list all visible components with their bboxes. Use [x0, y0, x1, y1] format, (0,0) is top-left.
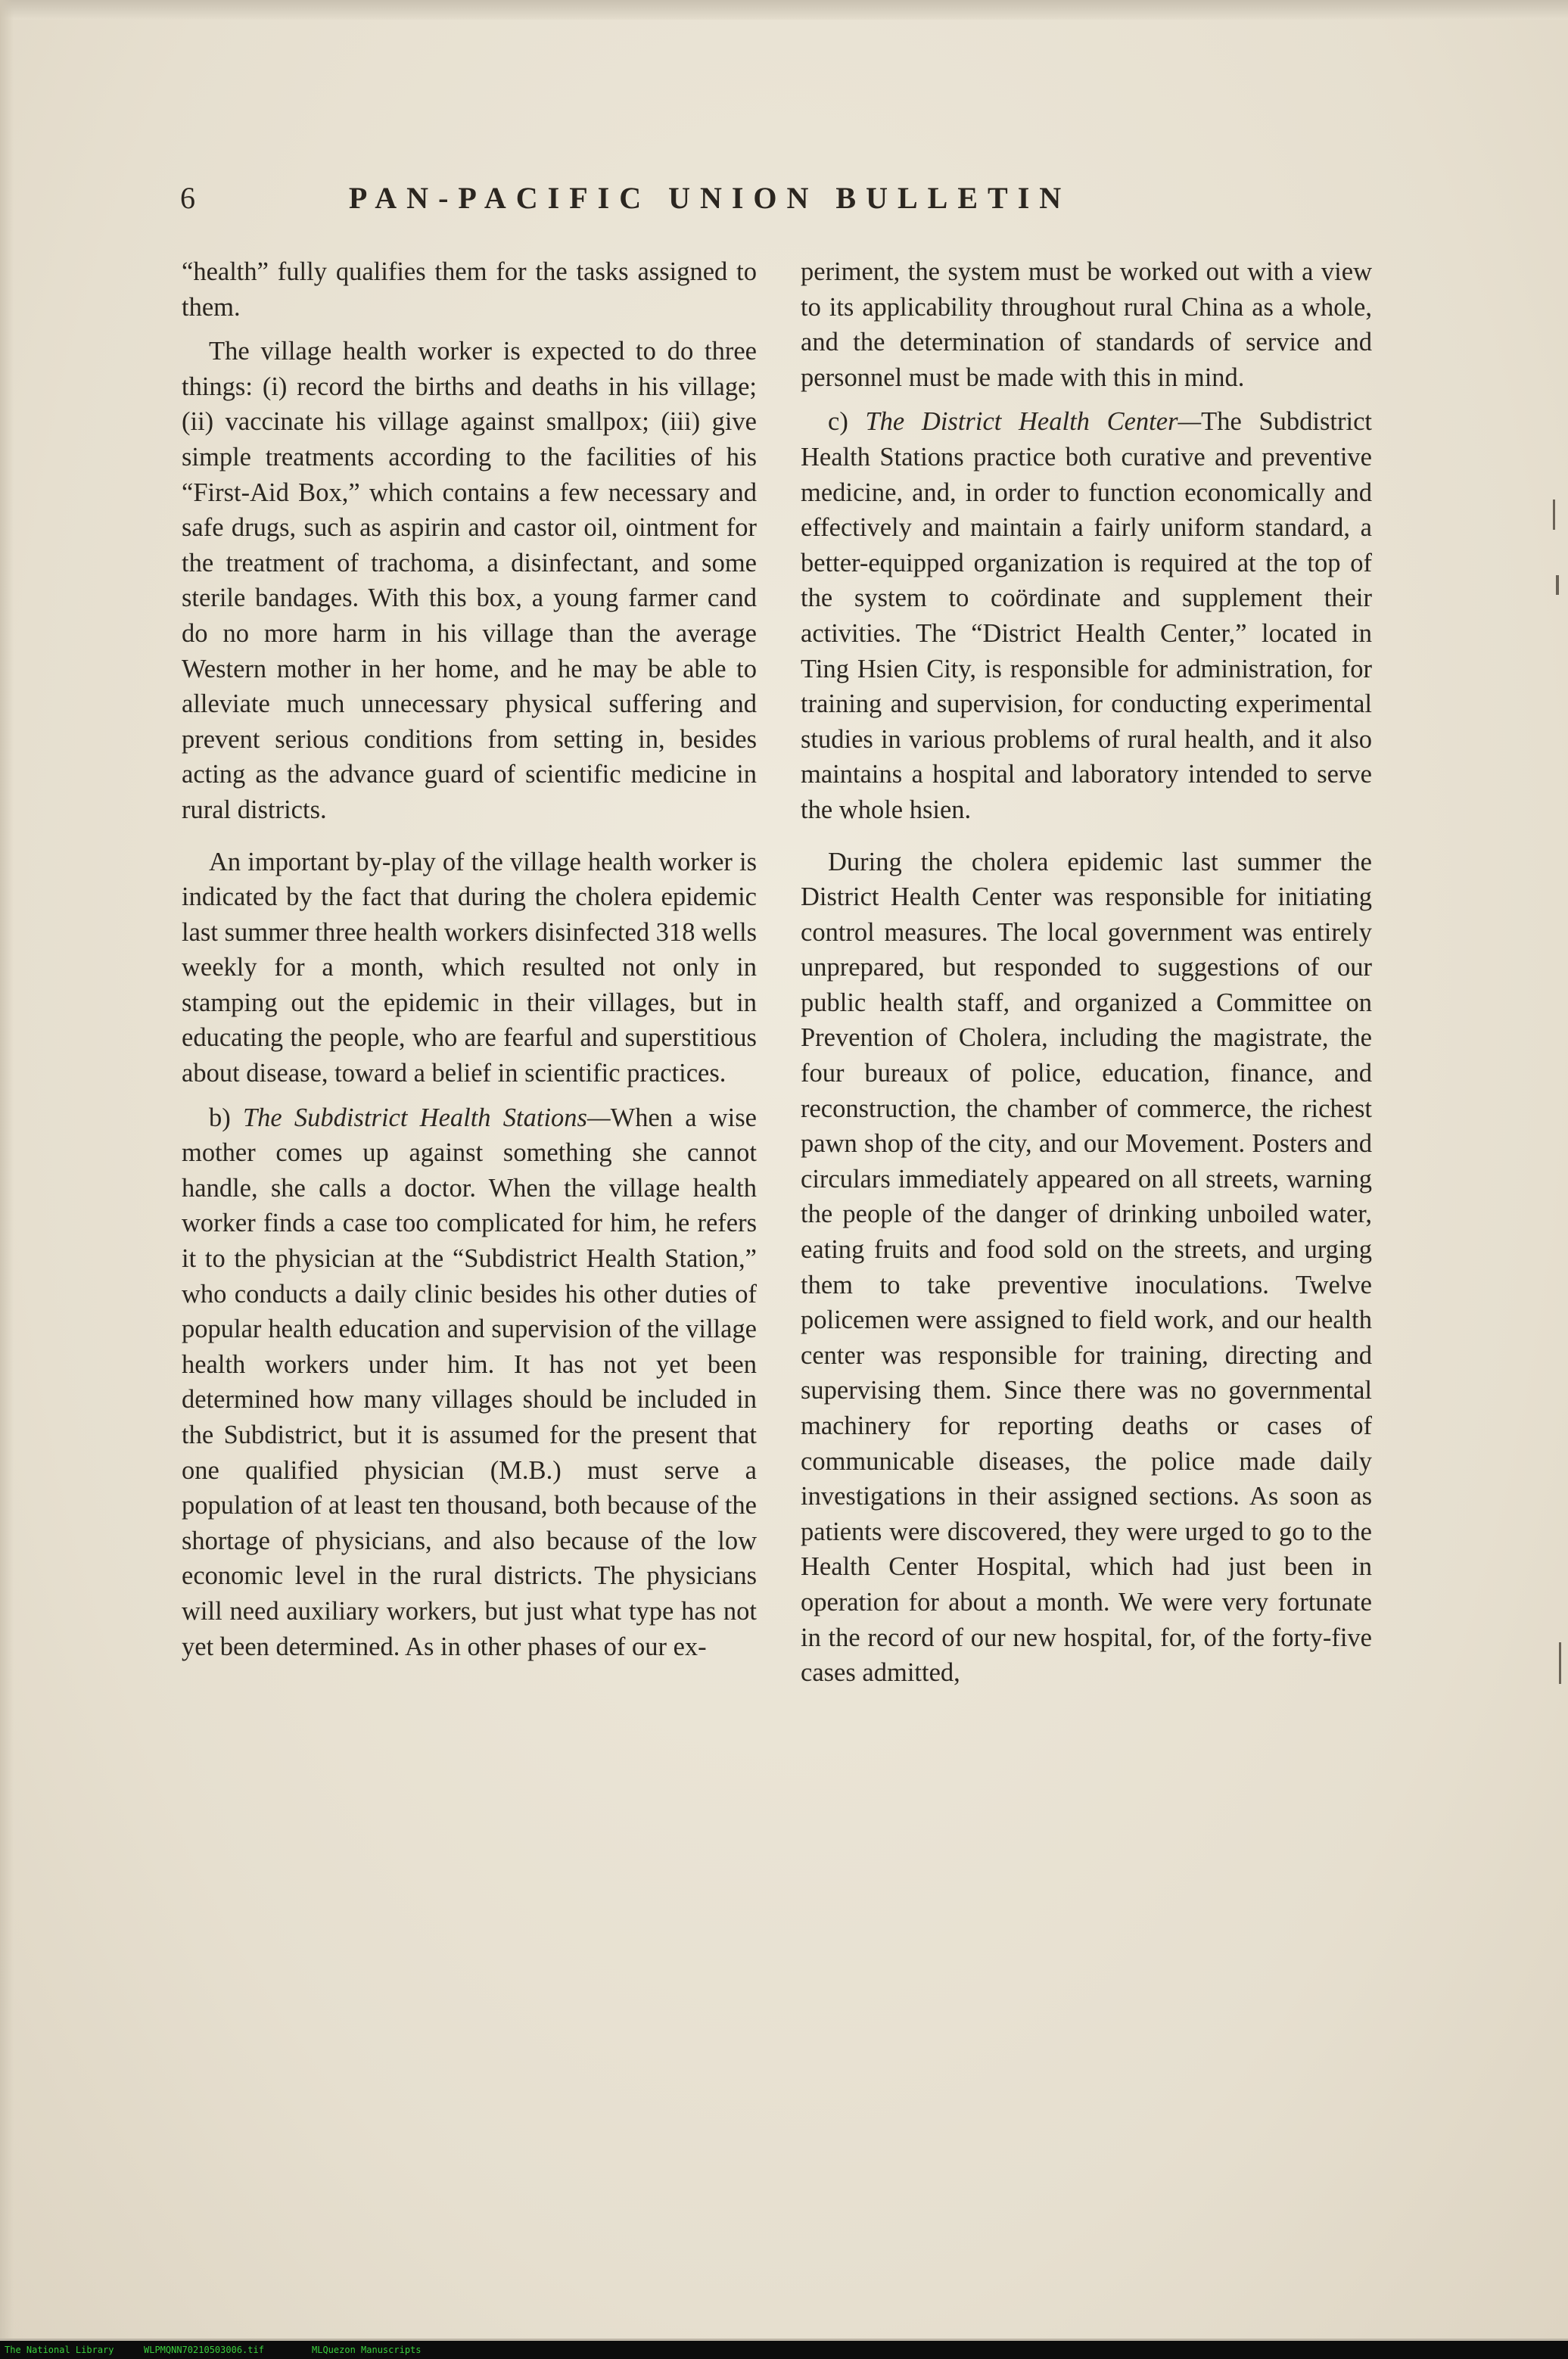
section-heading: The Subdistrict Health Stations— — [242, 1103, 611, 1132]
binding-mark — [1556, 575, 1559, 595]
paper-top-edge — [0, 0, 1568, 20]
library-label: The National Library — [5, 2345, 114, 2355]
section-paragraph — [801, 404, 1372, 827]
running-title: PAN-PACIFIC UNION BULLETIN — [348, 181, 1072, 215]
section-label: b) — [209, 1103, 231, 1132]
paper-left-edge — [0, 0, 14, 2339]
paragraph: periment, the system must be worked out with a view to its applicability throughout rural China as a whole, and the determination of standards of service and personnel must be made with this in mind. — [801, 257, 1372, 392]
collection-label: MLQuezon Manuscripts — [312, 2345, 422, 2355]
section-label: c) — [828, 407, 848, 437]
paragraph: “health” fully qualifies them for the tasks assigned to them. — [182, 257, 757, 322]
section-body: When a wise mother comes up against something she cannot handle, she calls a doctor. When the village health worker finds a case too complicated for him, he refers it to the physician at the “Subdistrict Health Station,” who conducts a daily clinic besides his other duties of popular health education and supervision of the village health workers under him. It has not yet been determined how many villages should be included in the Subdistrict, but it is assumed for the present that one qualified physician (M.B.) must serve a population of at least ten thousand, both because of the shortage of physicians, and also because of the low economic level in the rural districts. The physicians will need auxiliary workers, but just what type has not yet been determined. As in other phases of our ex- — [182, 1103, 757, 1661]
file-label: WLPMQNN70210503006.tif — [144, 2345, 264, 2355]
archive-footer — [0, 2341, 1568, 2359]
section-body: The Subdistrict Health Stations practice both curative and preventive medicine, and, in order to function economically and effectively and maintain a fairly uniform standard, a better-equipped organization is required at the top of the system to coördinate and supplement their activities. The “District Health Center,” located in Ting Hsien City, is responsible for administration, for training and supervision, for conducting experimental studies in various problems of rural health, and it also maintains a hospital and laboratory intended to serve the whole hsien. — [801, 407, 1372, 824]
binding-mark — [1559, 1642, 1561, 1684]
right-column — [801, 254, 1372, 1691]
section-heading: The District Health Center— — [865, 407, 1202, 437]
paragraph: The village health worker is expected to do three things: (i) record the births and deaths in his village; (ii) vaccinate his village against smallpox; (iii) give simple treatments according to the facilities of his “First-Aid Box,” which contains a few necessary and safe drugs, such as aspirin and castor oil, ointment for the treatment of trachoma, a disinfectant, and some sterile bandages. With this box, a young farmer cand do no more harm in his village than the average Western mother in her home, and he may be able to alleviate much unnecessary physical suffering and prevent serious conditions from setting in, besides acting as the advance guard of scientific medicine in rural districts. — [182, 337, 757, 824]
section-paragraph — [182, 1100, 757, 1665]
paragraph: An important by-play of the village health worker is indicated by the fact that during the cholera epidemic last summer three health workers disinfected 318 wells weekly for a month, which resulted not only in stamping out the epidemic in their villages, but in educating the people, who are fearful and superstitious about disease, toward a belief in scientific practices. — [182, 847, 757, 1088]
page-header — [180, 180, 1179, 226]
binding-mark — [1553, 499, 1555, 530]
paragraph: During the cholera epidemic last summer the District Health Center was responsible for initiating control measures. The local government was entirely unprepared, but responded to suggestions of our public health staff, and organized a Committee on Prevention of Cholera, including the magistrate, the four bureaux of police, education, finance, and reconstruction, the chamber of commerce, the richest pawn shop of the city, and our Movement. Posters and circulars immediately appeared on all streets, warning the people of the danger of drinking unboiled water, eating fruits and food sold on the streets, and urging them to take preventive inoculations. Twelve policemen were assigned to field work, and our health center was responsible for training, directing and supervising them. Since there was no governmental machinery for reporting deaths or cases of communicable diseases, the police made daily investigations in their assigned sections. As soon as patients were discovered, they were urged to go to the Health Center Hospital, which had just been in operation for about a month. We were very fortunate in the record of our new hospital, for, of the forty-five cases admitted, — [801, 847, 1372, 1688]
page-number: 6 — [180, 181, 197, 215]
left-column — [182, 254, 757, 1664]
